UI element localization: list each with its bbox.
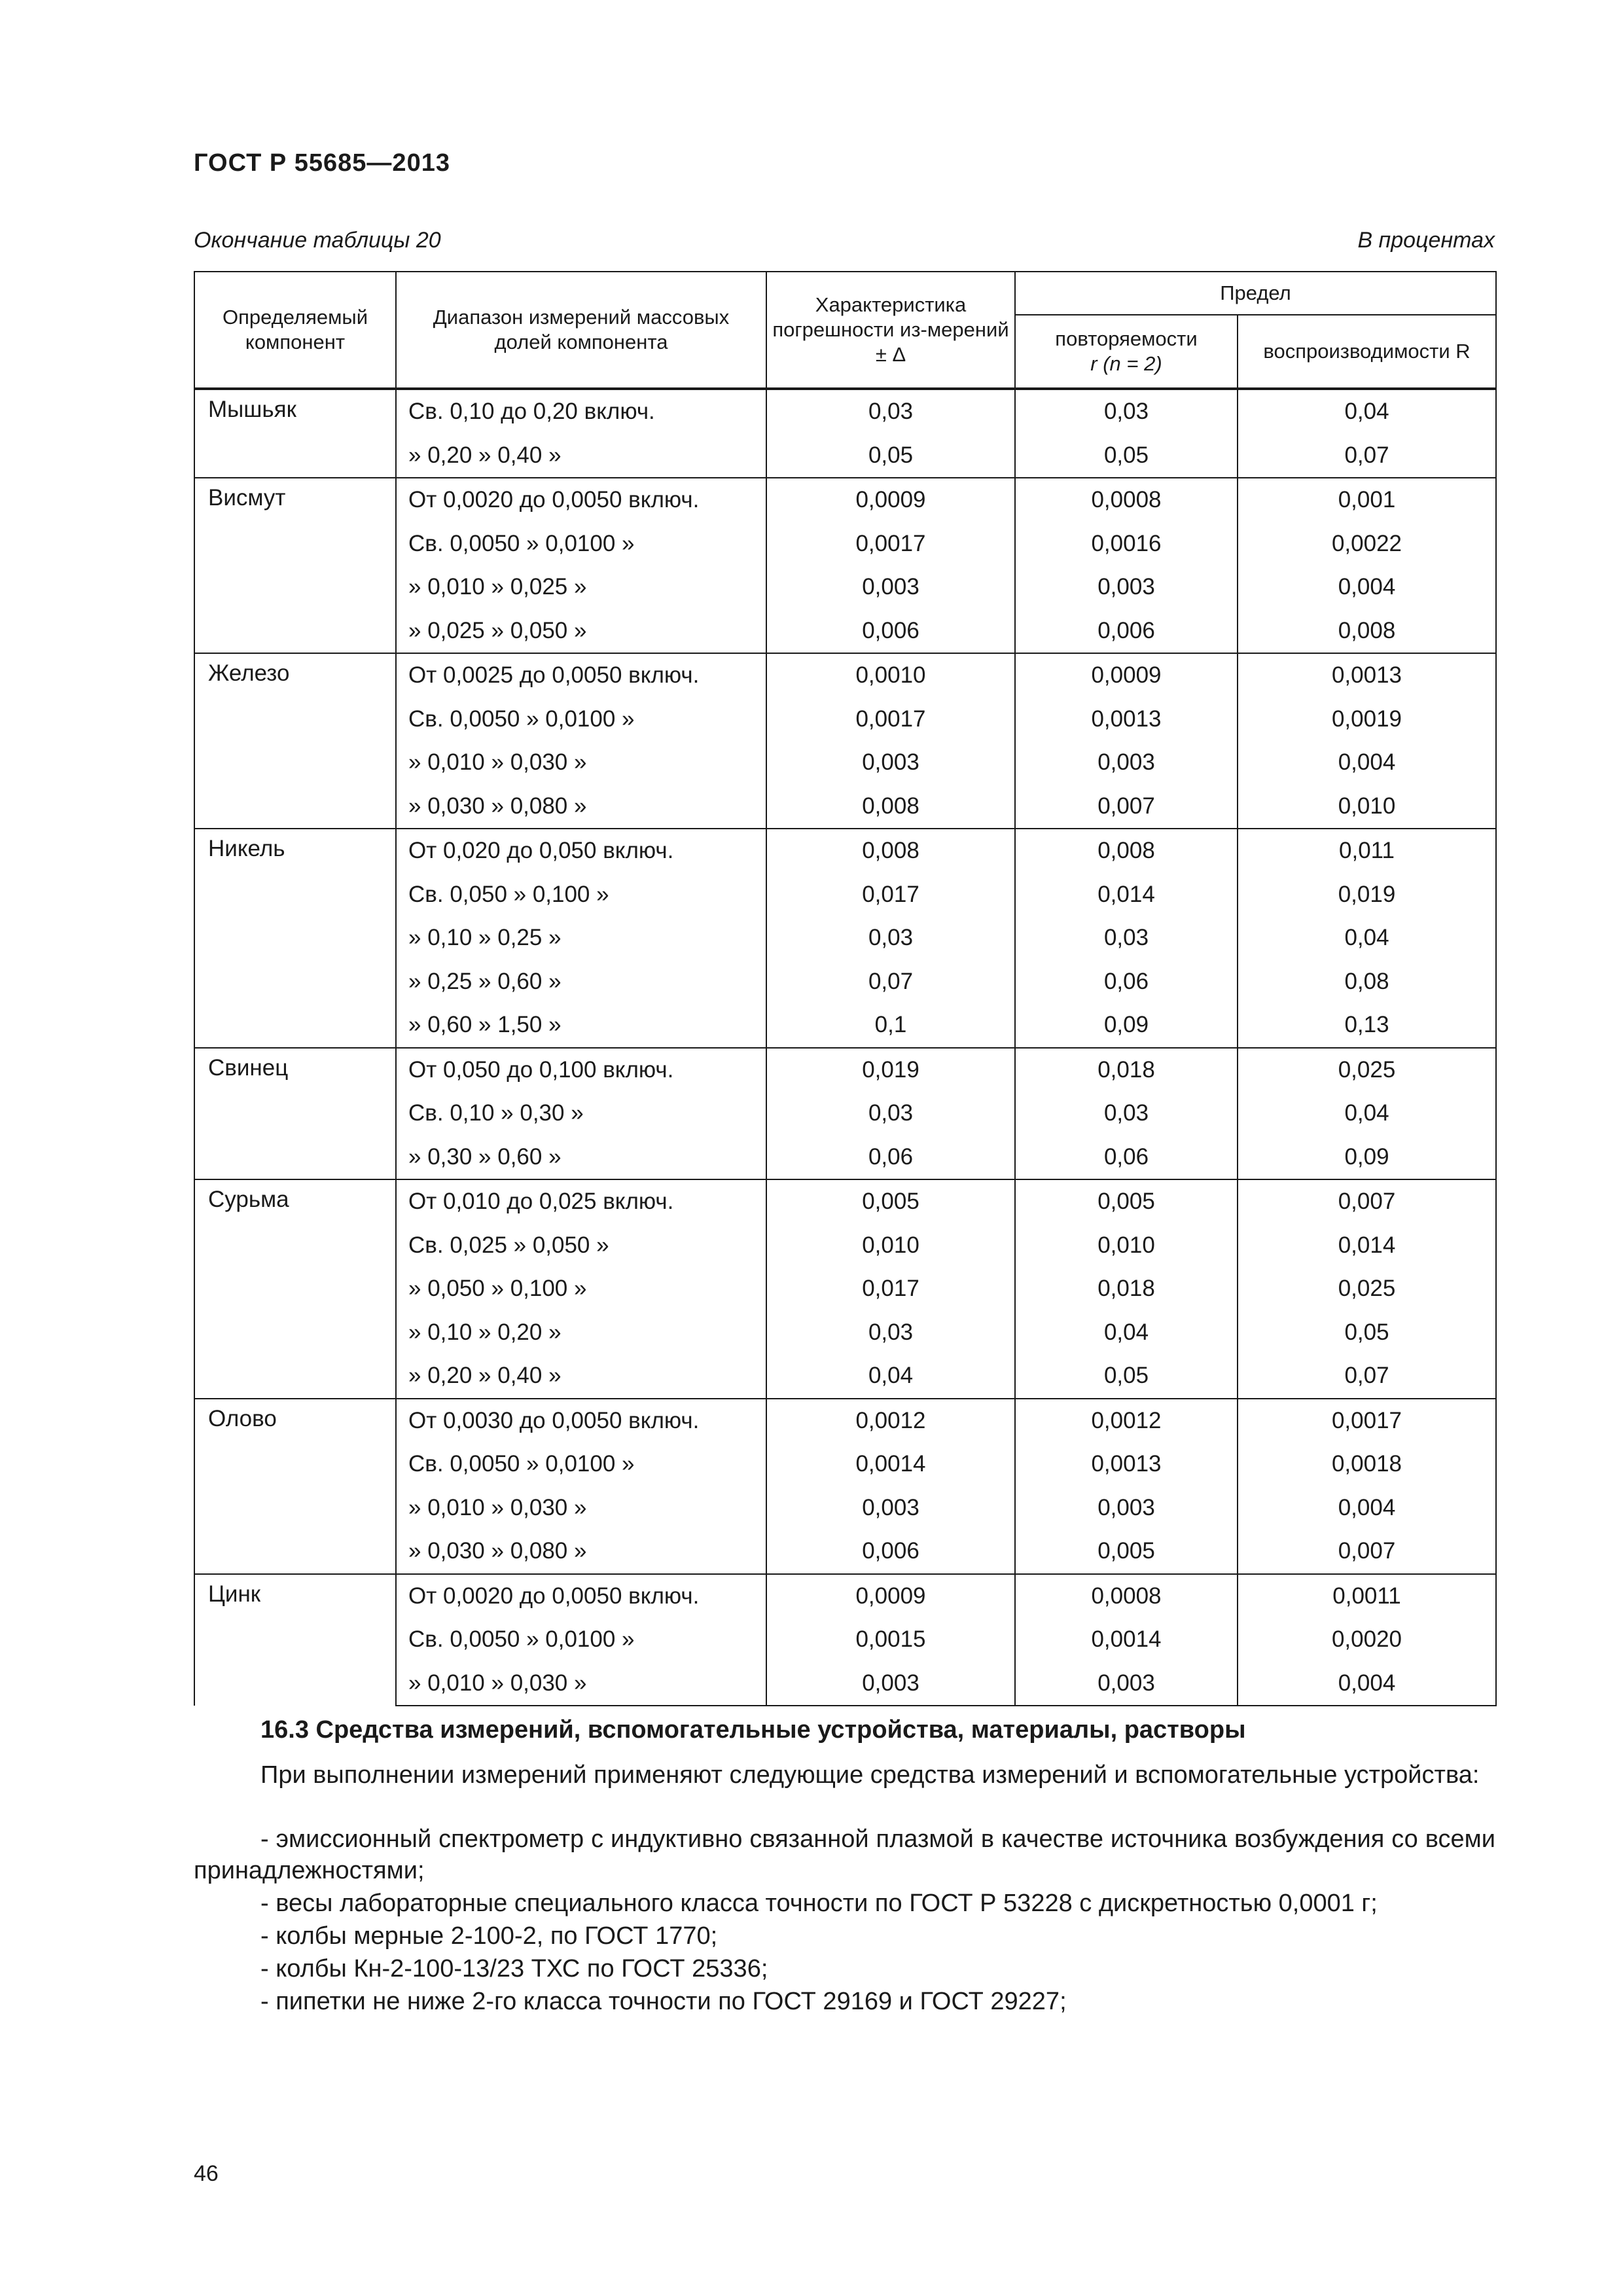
reproducibility-cell: 0,004 xyxy=(1238,1486,1496,1530)
repeatability-cell: 0,003 xyxy=(1015,741,1238,785)
error-cell: 0,06 xyxy=(766,1136,1015,1180)
component-cell: Висмут xyxy=(194,478,396,653)
reproducibility-cell: 0,08 xyxy=(1238,960,1496,1004)
range-cell: Св. 0,0050 » 0,0100 » xyxy=(396,522,766,566)
range-cell: » 0,010 » 0,030 » xyxy=(396,1662,766,1706)
repeatability-cell: 0,007 xyxy=(1015,785,1238,829)
table-row xyxy=(194,1048,1496,1092)
range-cell: » 0,25 » 0,60 » xyxy=(396,960,766,1004)
repeatability-cell: 0,03 xyxy=(1015,389,1238,434)
reproducibility-cell: 0,019 xyxy=(1238,873,1496,917)
table-row xyxy=(194,1574,1496,1619)
reproducibility-cell: 0,007 xyxy=(1238,1179,1496,1224)
error-cell: 0,0012 xyxy=(766,1399,1015,1443)
reproducibility-cell: 0,04 xyxy=(1238,916,1496,960)
range-cell: » 0,20 » 0,40 » xyxy=(396,434,766,478)
component-cell: Сурьма xyxy=(194,1179,396,1399)
reproducibility-cell: 0,025 xyxy=(1238,1048,1496,1092)
error-cell: 0,0009 xyxy=(766,478,1015,522)
repeatability-cell: 0,0008 xyxy=(1015,1574,1238,1619)
repeatability-cell: 0,003 xyxy=(1015,1662,1238,1706)
reproducibility-cell: 0,004 xyxy=(1238,741,1496,785)
section-intro: При выполнении измерений применяют следующие средства измерений и вспомогательные устройства: xyxy=(260,1761,1480,1789)
header-reproducibility: воспроизводимости R xyxy=(1238,315,1496,389)
repeatability-cell: 0,0012 xyxy=(1015,1399,1238,1443)
error-cell: 0,003 xyxy=(766,1662,1015,1706)
range-cell: » 0,050 » 0,100 » xyxy=(396,1267,766,1311)
error-cell: 0,010 xyxy=(766,1224,1015,1268)
range-cell: От 0,0025 до 0,0050 включ. xyxy=(396,653,766,698)
range-cell: » 0,10 » 0,20 » xyxy=(396,1311,766,1355)
list-item: - весы лабораторные специального класса точности по ГОСТ Р 53228 с дискретностью 0,0001 г; xyxy=(260,1890,1378,1917)
range-cell: От 0,020 до 0,050 включ. xyxy=(396,829,766,873)
reproducibility-cell: 0,004 xyxy=(1238,565,1496,609)
list-item: - колбы мерные 2-100-2, по ГОСТ 1770; xyxy=(260,1922,718,1950)
range-cell: » 0,20 » 0,40 » xyxy=(396,1354,766,1399)
repeatability-cell: 0,014 xyxy=(1015,873,1238,917)
list-item: - эмиссионный спектрометр с индуктивно связанной плазмой в качестве источника возбуждения со всеми принадлежностями; xyxy=(194,1825,1495,1884)
error-cell: 0,03 xyxy=(766,916,1015,960)
error-cell: 0,03 xyxy=(766,389,1015,434)
error-cell: 0,03 xyxy=(766,1311,1015,1355)
range-cell: От 0,0020 до 0,0050 включ. xyxy=(396,478,766,522)
repeatability-cell: 0,09 xyxy=(1015,1003,1238,1048)
reproducibility-cell: 0,07 xyxy=(1238,1354,1496,1399)
range-cell: Св. 0,10 » 0,30 » xyxy=(396,1092,766,1136)
repeatability-cell: 0,018 xyxy=(1015,1267,1238,1311)
error-cell: 0,019 xyxy=(766,1048,1015,1092)
error-cell: 0,006 xyxy=(766,609,1015,654)
range-cell: » 0,030 » 0,080 » xyxy=(396,785,766,829)
reproducibility-cell: 0,05 xyxy=(1238,1311,1496,1355)
reproducibility-cell: 0,007 xyxy=(1238,1530,1496,1574)
reproducibility-cell: 0,0020 xyxy=(1238,1618,1496,1662)
reproducibility-cell: 0,001 xyxy=(1238,478,1496,522)
range-cell: Св. 0,050 » 0,100 » xyxy=(396,873,766,917)
component-cell: Свинец xyxy=(194,1048,396,1180)
range-cell: От 0,010 до 0,025 включ. xyxy=(396,1179,766,1224)
repeatability-cell: 0,04 xyxy=(1015,1311,1238,1355)
reproducibility-cell: 0,008 xyxy=(1238,609,1496,654)
error-cell: 0,05 xyxy=(766,434,1015,478)
table-row xyxy=(194,829,1496,873)
error-cell: 0,0015 xyxy=(766,1618,1015,1662)
range-cell: » 0,030 » 0,080 » xyxy=(396,1530,766,1574)
reproducibility-cell: 0,0022 xyxy=(1238,522,1496,566)
range-cell: » 0,010 » 0,030 » xyxy=(396,741,766,785)
repeatability-cell: 0,003 xyxy=(1015,565,1238,609)
repeatability-cell: 0,06 xyxy=(1015,960,1238,1004)
table-row xyxy=(194,1179,1496,1224)
error-cell: 0,1 xyxy=(766,1003,1015,1048)
reproducibility-cell: 0,014 xyxy=(1238,1224,1496,1268)
repeatability-cell: 0,03 xyxy=(1015,916,1238,960)
error-cell: 0,005 xyxy=(766,1179,1015,1224)
range-cell: » 0,010 » 0,030 » xyxy=(396,1486,766,1530)
range-cell: От 0,050 до 0,100 включ. xyxy=(396,1048,766,1092)
repeatability-cell: 0,03 xyxy=(1015,1092,1238,1136)
error-cell: 0,0014 xyxy=(766,1443,1015,1486)
reproducibility-cell: 0,0013 xyxy=(1238,653,1496,698)
reproducibility-cell: 0,09 xyxy=(1238,1136,1496,1180)
reproducibility-cell: 0,07 xyxy=(1238,434,1496,478)
repeatability-cell: 0,008 xyxy=(1015,829,1238,873)
error-cell: 0,0017 xyxy=(766,522,1015,566)
range-cell: » 0,010 » 0,025 » xyxy=(396,565,766,609)
range-cell: От 0,0030 до 0,0050 включ. xyxy=(396,1399,766,1443)
header-repeatability-formula: r (n = 2) xyxy=(1090,352,1162,375)
table-caption: Окончание таблицы 20 xyxy=(194,228,441,253)
repeatability-cell: 0,0008 xyxy=(1015,478,1238,522)
reproducibility-cell: 0,010 xyxy=(1238,785,1496,829)
table-row xyxy=(194,478,1496,522)
range-cell: Св. 0,0050 » 0,0100 » xyxy=(396,1443,766,1486)
component-cell: Олово xyxy=(194,1399,396,1574)
range-cell: » 0,025 » 0,050 » xyxy=(396,609,766,654)
table-row xyxy=(194,653,1496,698)
table-row xyxy=(194,389,1496,434)
header-range: Диапазон измерений массовых долей компонента xyxy=(396,272,766,389)
reproducibility-cell: 0,0017 xyxy=(1238,1399,1496,1443)
reproducibility-cell: 0,04 xyxy=(1238,1092,1496,1136)
reproducibility-cell: 0,0011 xyxy=(1238,1574,1496,1619)
reproducibility-cell: 0,13 xyxy=(1238,1003,1496,1048)
error-cell: 0,003 xyxy=(766,1486,1015,1530)
document-title: ГОСТ Р 55685—2013 xyxy=(194,149,450,177)
error-cell: 0,0017 xyxy=(766,698,1015,742)
range-cell: » 0,60 » 1,50 » xyxy=(396,1003,766,1048)
component-cell: Цинк xyxy=(194,1574,396,1706)
error-cell: 0,006 xyxy=(766,1530,1015,1574)
range-cell: Св. 0,025 » 0,050 » xyxy=(396,1224,766,1268)
component-cell: Железо xyxy=(194,653,396,829)
range-cell: » 0,30 » 0,60 » xyxy=(396,1136,766,1180)
component-cell: Мышьяк xyxy=(194,389,396,478)
header-repeatability-label: повторяемости xyxy=(1055,327,1198,350)
repeatability-cell: 0,0014 xyxy=(1015,1618,1238,1662)
repeatability-cell: 0,0009 xyxy=(1015,653,1238,698)
error-cell: 0,008 xyxy=(766,785,1015,829)
header-limit: Предел xyxy=(1015,272,1496,315)
header-repeatability xyxy=(1015,315,1238,389)
repeatability-cell: 0,005 xyxy=(1015,1179,1238,1224)
repeatability-cell: 0,06 xyxy=(1015,1136,1238,1180)
repeatability-cell: 0,05 xyxy=(1015,1354,1238,1399)
error-cell: 0,07 xyxy=(766,960,1015,1004)
repeatability-cell: 0,010 xyxy=(1015,1224,1238,1268)
repeatability-cell: 0,0016 xyxy=(1015,522,1238,566)
repeatability-cell: 0,05 xyxy=(1015,434,1238,478)
reproducibility-cell: 0,011 xyxy=(1238,829,1496,873)
range-cell: Св. 0,0050 » 0,0100 » xyxy=(396,698,766,742)
list-item: - пипетки не ниже 2-го класса точности по ГОСТ 29169 и ГОСТ 29227; xyxy=(260,1988,1067,2015)
error-cell: 0,003 xyxy=(766,741,1015,785)
error-cell: 0,0009 xyxy=(766,1574,1015,1619)
section-heading: 16.3 Средства измерений, вспомогательные устройства, материалы, растворы xyxy=(260,1716,1246,1744)
page-number: 46 xyxy=(194,2161,219,2186)
repeatability-cell: 0,018 xyxy=(1015,1048,1238,1092)
reproducibility-cell: 0,0018 xyxy=(1238,1443,1496,1486)
repeatability-cell: 0,003 xyxy=(1015,1486,1238,1530)
repeatability-cell: 0,006 xyxy=(1015,609,1238,654)
error-cell: 0,017 xyxy=(766,873,1015,917)
error-cell: 0,0010 xyxy=(766,653,1015,698)
repeatability-cell: 0,0013 xyxy=(1015,1443,1238,1486)
list-item: - колбы Кн-2-100-13/23 ТХС по ГОСТ 25336; xyxy=(260,1955,768,1982)
table-units: В процентах xyxy=(1357,228,1495,253)
range-cell: » 0,10 » 0,25 » xyxy=(396,916,766,960)
component-cell: Никель xyxy=(194,829,396,1048)
repeatability-cell: 0,005 xyxy=(1015,1530,1238,1574)
reproducibility-cell: 0,004 xyxy=(1238,1662,1496,1706)
range-cell: Св. 0,0050 » 0,0100 » xyxy=(396,1618,766,1662)
table-body xyxy=(194,389,1496,1706)
error-cell: 0,003 xyxy=(766,565,1015,609)
range-cell: От 0,0020 до 0,0050 включ. xyxy=(396,1574,766,1619)
precision-table xyxy=(194,271,1497,1706)
error-cell: 0,03 xyxy=(766,1092,1015,1136)
error-cell: 0,008 xyxy=(766,829,1015,873)
error-cell: 0,04 xyxy=(766,1354,1015,1399)
reproducibility-cell: 0,0019 xyxy=(1238,698,1496,742)
reproducibility-cell: 0,04 xyxy=(1238,389,1496,434)
table-row xyxy=(194,1399,1496,1443)
header-error: Характеристика погрешности из-мерений ± Δ xyxy=(766,272,1015,389)
header-component: Определяемый компонент xyxy=(194,272,396,389)
range-cell: Св. 0,10 до 0,20 включ. xyxy=(396,389,766,434)
repeatability-cell: 0,0013 xyxy=(1015,698,1238,742)
error-cell: 0,017 xyxy=(766,1267,1015,1311)
reproducibility-cell: 0,025 xyxy=(1238,1267,1496,1311)
